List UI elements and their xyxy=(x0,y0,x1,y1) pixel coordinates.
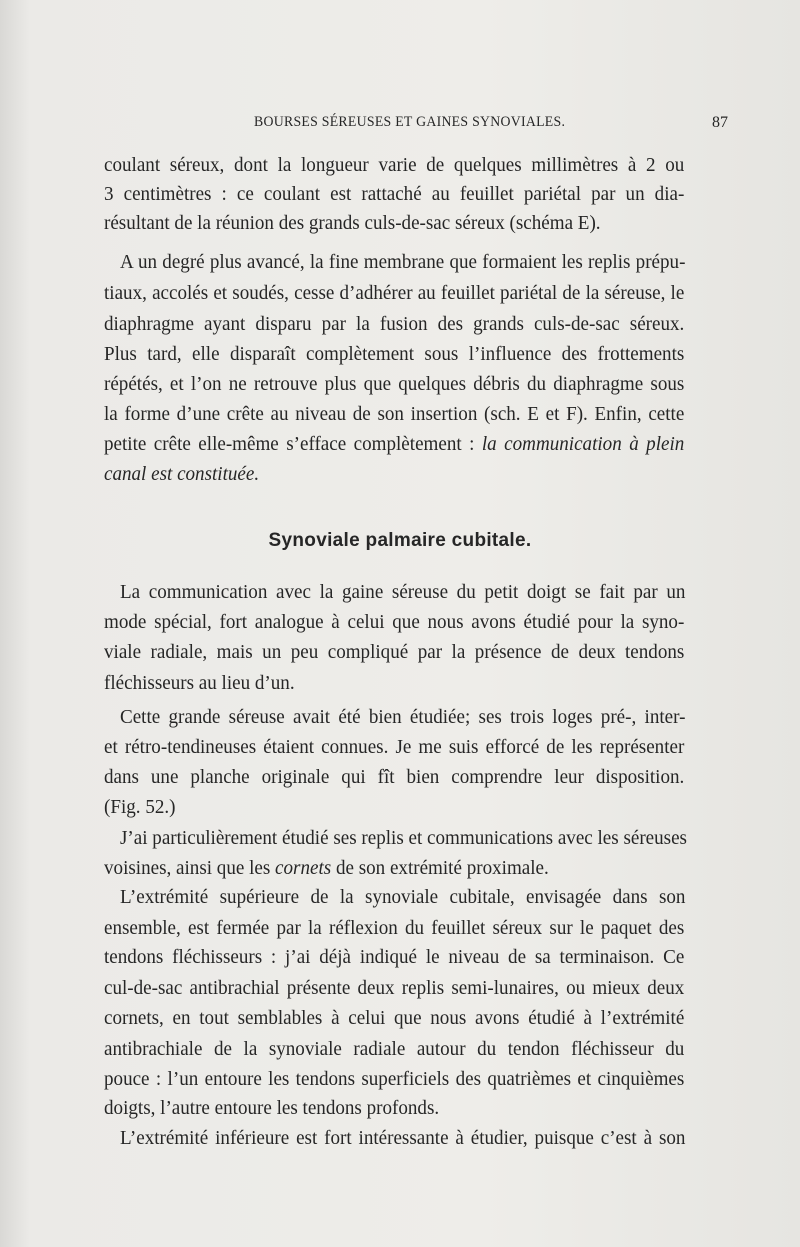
text-line: cornets, en tout semblables à celui que nous avons étudié à l’extrémité xyxy=(104,1007,685,1029)
text-line: tendons fléchisseurs : j’ai déjà indiqué le niveau de sa terminaison. Ce xyxy=(104,946,685,968)
text-line: coulant séreux, dont la longueur varie de quelques millimètres à 2 ou xyxy=(104,154,685,176)
text-line: la forme d’une crête au niveau de son insertion (sch. E et F). Enfin, cette xyxy=(104,403,685,425)
text-line: La communication avec la gaine séreuse du petit doigt se fait par un xyxy=(120,581,686,603)
text-line: antibrachiale de la synoviale radiale autour du tendon fléchisseur du xyxy=(104,1038,685,1060)
text-line: J’ai particulièrement étudié ses replis et communications avec les séreuses xyxy=(120,827,687,849)
italic-span: la communication à plein xyxy=(481,433,685,455)
page-header xyxy=(104,112,728,142)
text-span: petite crête elle-même s’efface complètement : xyxy=(104,433,482,455)
text-line: résultant de la réunion des grands culs-de-sac séreux (schéma E). xyxy=(104,212,601,234)
text-line xyxy=(104,854,684,882)
text-line: Cette grande séreuse avait été bien étudiée; ses trois loges pré-, inter- xyxy=(120,706,686,728)
text-line: doigts, l’autre entoure les tendons profonds. xyxy=(104,1097,440,1119)
text-line: pouce : l’un entoure les tendons superficiels des quatrièmes et cinquièmes xyxy=(104,1068,685,1090)
text-span: de son extrémité proximale. xyxy=(331,857,549,879)
text-span: voisines, ainsi que les xyxy=(104,857,276,879)
text-line: dans une planche originale qui fît bien comprendre leur disposition. xyxy=(104,766,685,788)
text-line: (Fig. 52.) xyxy=(104,796,176,818)
text-line: cul-de-sac antibrachial présente deux replis semi-lunaires, ou mieux deux xyxy=(104,977,685,999)
text-line: viale radiale, mais un peu compliqué par la présence de deux tendons xyxy=(104,641,685,663)
running-head: BOURSES SÉREUSES ET GAINES SYNOVIALES. xyxy=(254,114,566,130)
italic-span: canal est constituée. xyxy=(104,463,260,485)
text-line: diaphragme ayant disparu par la fusion des grands culs-de-sac séreux. xyxy=(104,313,685,335)
text-line: tiaux, accolés et soudés, cesse d’adhérer au feuillet pariétal de la séreuse, le xyxy=(104,282,685,304)
text-line: 3 centimètres : ce coulant est rattaché au feuillet pariétal par un dia- xyxy=(104,183,685,205)
text-line: A un degré plus avancé, la fine membrane que formaient les replis prépu- xyxy=(120,251,686,273)
text-line xyxy=(104,460,684,488)
text-line: répétés, et l’on ne retrouve plus que quelques débris du diaphragme sous xyxy=(104,373,685,395)
italic-span: cornets xyxy=(275,857,332,879)
text-line: et rétro-tendineuses étaient connues. Je me suis efforcé de les représenter xyxy=(104,736,685,758)
text-line: ensemble, est fermée par la réflexion du feuillet séreux sur le paquet des xyxy=(104,917,685,939)
section-heading: Synoviale palmaire cubitale. xyxy=(268,530,532,551)
text-line xyxy=(104,430,684,458)
text-line: mode spécial, fort analogue à celui que nous avons étudié pour la syno- xyxy=(104,611,685,633)
page-number: 87 xyxy=(712,114,728,131)
text-line: Plus tard, elle disparaît complètement sous l’influence des frottements xyxy=(104,343,685,365)
text-line: fléchisseurs au lieu d’un. xyxy=(104,672,295,694)
text-line: L’extrémité inférieure est fort intéressante à étudier, puisque c’est à son xyxy=(120,1127,686,1149)
text-line: L’extrémité supérieure de la synoviale cubitale, envisagée dans son xyxy=(120,886,686,908)
